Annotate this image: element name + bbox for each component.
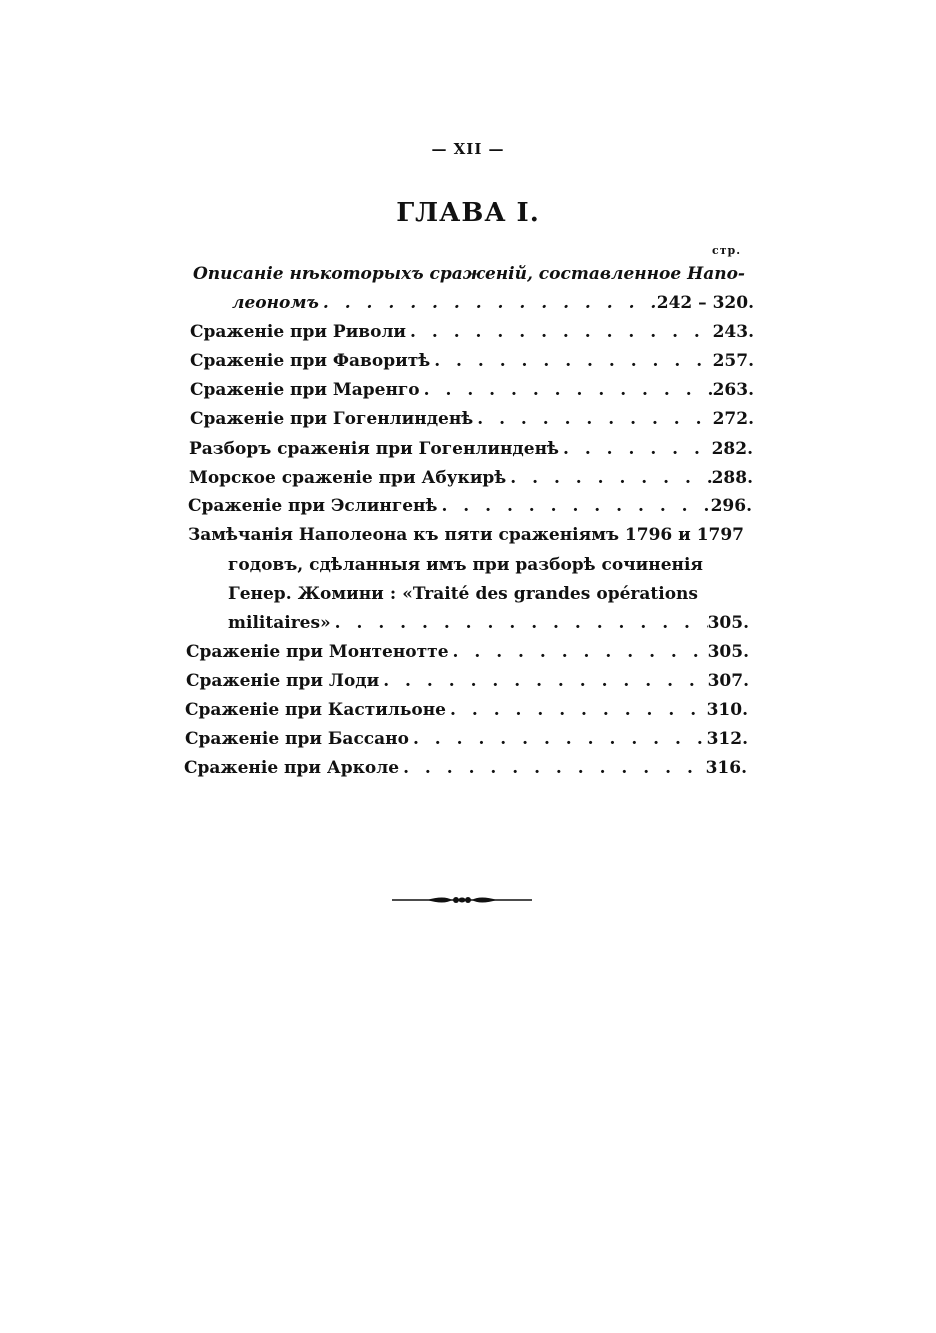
toc-entry-label: Сраженіе при Лоди: [186, 671, 380, 691]
leader-dots: [409, 727, 707, 751]
toc-entry-page: 312.: [706, 729, 748, 749]
toc-entry: [190, 378, 754, 402]
toc-entry-label: Сраженіе при Фаворитѣ: [190, 351, 431, 371]
toc-entry: [188, 494, 752, 518]
page-number: — XII —: [431, 140, 505, 158]
intro-entry-label: леономъ: [232, 293, 319, 313]
toc-entry-label: Сраженіе при Эслингенѣ: [188, 496, 438, 516]
leader-dots: [559, 437, 712, 461]
toc-entry-page: 282.: [711, 439, 753, 459]
end-ornament: [392, 890, 532, 910]
toc-entry: [184, 756, 747, 780]
toc-entry-label: Сраженіе при Арколе: [184, 758, 400, 778]
chapter-title: ГЛАВА I.: [396, 198, 540, 228]
toc-entry-label: Сраженіе при Бассано: [185, 729, 409, 749]
remarks-entry-line-4: [228, 611, 749, 635]
toc-entry-label: Сраженіе при Гогенлинденѣ: [190, 409, 474, 429]
leader-dots: [449, 640, 708, 664]
leader-dots: [319, 291, 657, 315]
toc-entry-page: 257.: [712, 351, 754, 371]
toc-entry-label: Сраженіе при Риволи: [190, 322, 407, 342]
leader-dots: [399, 756, 706, 780]
toc-entry: [190, 407, 754, 431]
toc-entry-page: 307.: [707, 671, 749, 691]
leader-dots: [420, 378, 713, 402]
leader-dots: [406, 320, 713, 344]
leader-dots: [430, 349, 712, 373]
toc-entry: [185, 698, 748, 722]
toc-entry-page: 305.: [707, 642, 749, 662]
leader-dots: [379, 669, 707, 693]
toc-entry: [190, 349, 754, 373]
page-column-label: стр.: [712, 244, 742, 257]
leader-dots: [331, 611, 708, 635]
toc-entry-label: Сраженіе при Монтенотте: [186, 642, 449, 662]
intro-entry-line-1: Описаніе нѣкоторыхъ сраженій, составленное Напо-: [193, 264, 745, 284]
remarks-entry-line-2: годовъ, сдѣланныя имъ при разборѣ сочиненія: [228, 555, 703, 575]
toc-entry-page: 296.: [710, 496, 752, 516]
remarks-entry-line-1: Замѣчанія Наполеона къ пяти сраженіямъ 1796 и 1797: [188, 525, 745, 545]
toc-entry-page: 263.: [712, 380, 754, 400]
toc-entry-page: 288.: [711, 468, 753, 488]
intro-entry-line-2: [232, 291, 754, 315]
toc-entry-page: 316.: [705, 758, 747, 778]
toc-entry-label: Морское сраженіе при Абукирѣ: [189, 468, 507, 488]
remarks-entry-line-3: Генер. Жомини : «Traité des grandes opérations: [228, 584, 698, 604]
toc-entry-page: 243.: [712, 322, 754, 342]
toc-entry-page: 272.: [712, 409, 754, 429]
intro-entry-pages: 242 – 320.: [656, 293, 754, 313]
remarks-entry-page: 305.: [707, 613, 749, 633]
remarks-entry-label: militaires»: [228, 613, 331, 633]
leader-dots: [446, 698, 707, 722]
toc-entry: [186, 669, 749, 693]
toc-entry-label: Сраженіе при Маренго: [190, 380, 420, 400]
toc-entry: [190, 320, 754, 344]
toc-entry-label: Разборъ сраженія при Гогенлинденѣ: [189, 439, 559, 459]
toc-entry: [189, 437, 753, 461]
leader-dots: [437, 494, 710, 518]
toc-entry-page: 310.: [706, 700, 748, 720]
toc-entry: [189, 466, 753, 490]
leader-dots: [506, 466, 711, 490]
leader-dots: [473, 407, 712, 431]
toc-entry: [185, 727, 748, 751]
toc-entry: [186, 640, 749, 664]
toc-entry-label: Сраженіе при Кастильоне: [185, 700, 447, 720]
